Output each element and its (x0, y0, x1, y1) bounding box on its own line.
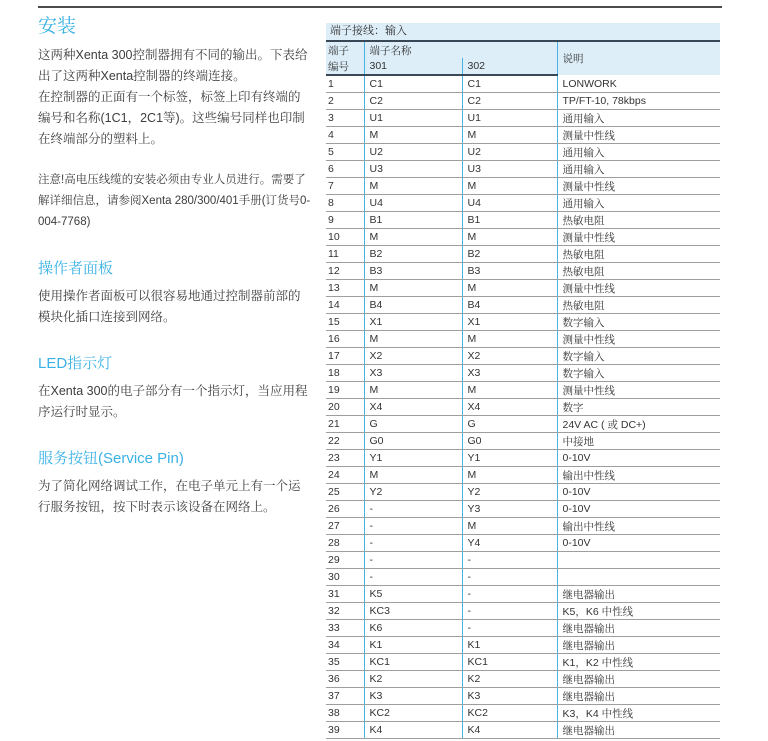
terminal-302-cell: C1 (462, 75, 557, 93)
description-cell: 测量中性线 (557, 229, 720, 246)
description-cell: 0-10V (557, 501, 720, 518)
header-description: 说明 (557, 42, 720, 75)
terminal-301-cell: K5 (364, 586, 462, 603)
terminal-302-cell: B4 (462, 297, 557, 314)
terminal-number-cell: 17 (326, 348, 364, 365)
table-row (326, 654, 720, 671)
terminal-301-cell: K3 (364, 688, 462, 705)
terminal-301-cell: K1 (364, 637, 462, 654)
terminal-302-cell: - (462, 552, 557, 569)
table-row (326, 586, 720, 603)
terminal-302-cell: X2 (462, 348, 557, 365)
description-cell: TP/FT-10, 78kbps (557, 93, 720, 110)
terminal-302-cell: M (462, 382, 557, 399)
terminal-number-cell: 29 (326, 552, 364, 569)
description-cell: K5，K6 中性线 (557, 603, 720, 620)
terminal-302-cell: - (462, 620, 557, 637)
table-row (326, 705, 720, 722)
description-cell: 通用输入 (557, 195, 720, 212)
table-row (326, 161, 720, 178)
terminal-301-cell: Y2 (364, 484, 462, 501)
header-terminal-name: 端子名称 (364, 42, 557, 58)
terminal-number-cell: 32 (326, 603, 364, 620)
terminal-302-cell: M (462, 467, 557, 484)
terminal-302-cell: Y3 (462, 501, 557, 518)
description-cell: 通用输入 (557, 110, 720, 127)
terminal-number-cell: 15 (326, 314, 364, 331)
description-cell: 继电器输出 (557, 722, 720, 739)
install-paragraph-2: 在控制器的正面有一个标签，标签上印有终端的编号和名称(1C1，2C1等)。这些编号同样也印制在终端部分的塑料上。 (38, 90, 305, 146)
table-row (326, 144, 720, 161)
terminal-number-cell: 30 (326, 569, 364, 586)
description-cell: 继电器输出 (557, 637, 720, 654)
terminal-number-cell: 22 (326, 433, 364, 450)
terminal-301-cell: G (364, 416, 462, 433)
table-row (326, 263, 720, 280)
terminal-number-cell: 14 (326, 297, 364, 314)
terminal-302-cell: B1 (462, 212, 557, 229)
terminal-302-cell: M (462, 518, 557, 535)
table-row (326, 399, 720, 416)
description-cell: 24V AC ( 或 DC+) (557, 416, 720, 433)
install-note: 注意!高电压线缆的安装必须由专业人员进行。需要了解详细信息，请参阅Xenta 280/300/401手册(订货号0-004-7768) (38, 174, 311, 228)
terminal-301-cell: X3 (364, 365, 462, 382)
description-cell: 热敏电阻 (557, 263, 720, 280)
table-row (326, 127, 720, 144)
description-cell: 通用输入 (557, 144, 720, 161)
section-heading-service-pin: 服务按钮(Service Pin) (38, 450, 184, 467)
table-title: 端子接线：输入 (326, 23, 720, 42)
terminal-302-cell: Y2 (462, 484, 557, 501)
terminal-number-cell: 24 (326, 467, 364, 484)
terminal-301-cell: M (364, 229, 462, 246)
table-row (326, 518, 720, 535)
terminal-number-cell: 3 (326, 110, 364, 127)
table-row (326, 75, 720, 93)
description-cell: 通用输入 (557, 161, 720, 178)
terminal-302-cell: U3 (462, 161, 557, 178)
description-cell: 测量中性线 (557, 280, 720, 297)
table-row (326, 331, 720, 348)
table-row (326, 246, 720, 263)
terminal-301-cell: - (364, 552, 462, 569)
table-row (326, 620, 720, 637)
terminal-number-cell: 36 (326, 671, 364, 688)
terminal-wiring-table (326, 23, 720, 739)
terminal-302-cell: K4 (462, 722, 557, 739)
terminal-302-cell: K2 (462, 671, 557, 688)
install-paragraph-1: 这两种Xenta 300控制器拥有不同的输出。下表给出了这两种Xenta控制器的终端连接。 (38, 48, 308, 83)
description-cell: 继电器输出 (557, 586, 720, 603)
terminal-number-cell: 19 (326, 382, 364, 399)
terminal-number-cell: 31 (326, 586, 364, 603)
table-row (326, 110, 720, 127)
terminal-number-cell: 6 (326, 161, 364, 178)
terminal-302-cell: - (462, 603, 557, 620)
terminal-302-cell: Y4 (462, 535, 557, 552)
terminal-302-cell: G0 (462, 433, 557, 450)
table-row (326, 501, 720, 518)
terminal-number-cell: 25 (326, 484, 364, 501)
table-row (326, 535, 720, 552)
terminal-302-cell: U2 (462, 144, 557, 161)
terminal-number-cell: 12 (326, 263, 364, 280)
terminal-301-cell: B3 (364, 263, 462, 280)
terminal-302-cell: K1 (462, 637, 557, 654)
description-cell: 输出中性线 (557, 467, 720, 484)
table-row (326, 722, 720, 739)
table-row (326, 365, 720, 382)
terminal-301-cell: B1 (364, 212, 462, 229)
terminal-301-cell: KC1 (364, 654, 462, 671)
terminal-number-cell: 34 (326, 637, 364, 654)
terminal-number-cell: 9 (326, 212, 364, 229)
terminal-number-cell: 5 (326, 144, 364, 161)
table-row (326, 671, 720, 688)
terminal-302-cell: - (462, 586, 557, 603)
table-row (326, 552, 720, 569)
table-row (326, 603, 720, 620)
terminal-302-cell: KC1 (462, 654, 557, 671)
table-row (326, 212, 720, 229)
table-row (326, 314, 720, 331)
terminal-number-cell: 2 (326, 93, 364, 110)
section-heading-led: LED指示灯 (38, 355, 113, 372)
description-cell: 热敏电阻 (557, 297, 720, 314)
terminal-302-cell: C2 (462, 93, 557, 110)
description-cell: 数字 (557, 399, 720, 416)
terminal-301-cell: K6 (364, 620, 462, 637)
left-column (38, 14, 312, 518)
terminal-301-cell: U1 (364, 110, 462, 127)
page-top-rule (38, 6, 722, 8)
terminal-number-cell: 16 (326, 331, 364, 348)
terminal-number-cell: 11 (326, 246, 364, 263)
table-row (326, 637, 720, 654)
terminal-301-cell: - (364, 569, 462, 586)
terminal-301-cell: X1 (364, 314, 462, 331)
terminal-301-cell: B4 (364, 297, 462, 314)
terminal-301-cell: Y1 (364, 450, 462, 467)
terminal-302-cell: X3 (462, 365, 557, 382)
terminal-302-cell: M (462, 229, 557, 246)
terminal-301-cell: M (364, 467, 462, 484)
description-cell: 热敏电阻 (557, 246, 720, 263)
description-cell: 0-10V (557, 484, 720, 501)
description-cell: 数字输入 (557, 314, 720, 331)
header-model-301: 301 (364, 58, 462, 75)
description-cell: 继电器输出 (557, 671, 720, 688)
terminal-302-cell: - (462, 569, 557, 586)
table-row (326, 229, 720, 246)
operator-panel-paragraph: 使用操作者面板可以很容易地通过控制器前部的模块化插口连接到网络。 (38, 289, 301, 324)
table-row (326, 195, 720, 212)
terminal-number-cell: 10 (326, 229, 364, 246)
header-terminal: 端子 (326, 42, 364, 58)
terminal-number-cell: 13 (326, 280, 364, 297)
terminal-302-cell: U1 (462, 110, 557, 127)
terminal-301-cell: M (364, 127, 462, 144)
terminal-number-cell: 23 (326, 450, 364, 467)
terminal-301-cell: M (364, 178, 462, 195)
description-cell: LONWORK (557, 75, 720, 93)
terminal-number-cell: 20 (326, 399, 364, 416)
section-heading-operator-panel: 操作者面板 (38, 260, 114, 277)
terminal-number-cell: 18 (326, 365, 364, 382)
table-row (326, 416, 720, 433)
description-cell: 中接地 (557, 433, 720, 450)
terminal-number-cell: 33 (326, 620, 364, 637)
terminal-302-cell: M (462, 331, 557, 348)
terminal-table-body (326, 75, 720, 739)
terminal-302-cell: B3 (462, 263, 557, 280)
terminal-302-cell: Y1 (462, 450, 557, 467)
terminal-301-cell: - (364, 535, 462, 552)
table-row (326, 467, 720, 484)
terminal-302-cell: X1 (462, 314, 557, 331)
terminal-301-cell: - (364, 518, 462, 535)
terminal-number-cell: 28 (326, 535, 364, 552)
table-row (326, 433, 720, 450)
terminal-302-cell: KC2 (462, 705, 557, 722)
table-row (326, 382, 720, 399)
terminal-number-cell: 37 (326, 688, 364, 705)
terminal-301-cell: M (364, 280, 462, 297)
terminal-number-cell: 4 (326, 127, 364, 144)
description-cell (557, 552, 720, 569)
terminal-301-cell: U2 (364, 144, 462, 161)
description-cell: 0-10V (557, 535, 720, 552)
table-row (326, 569, 720, 586)
terminal-302-cell: M (462, 127, 557, 144)
section-heading-install: 安装 (38, 16, 77, 37)
terminal-301-cell: X2 (364, 348, 462, 365)
terminal-301-cell: KC3 (364, 603, 462, 620)
terminal-301-cell: C2 (364, 93, 462, 110)
terminal-301-cell: B2 (364, 246, 462, 263)
terminal-number-cell: 39 (326, 722, 364, 739)
terminal-number-cell: 38 (326, 705, 364, 722)
terminal-number-cell: 26 (326, 501, 364, 518)
table-row (326, 450, 720, 467)
description-cell: 数字输入 (557, 348, 720, 365)
table-row (326, 178, 720, 195)
terminal-301-cell: - (364, 501, 462, 518)
terminal-number-cell: 8 (326, 195, 364, 212)
led-paragraph: 在Xenta 300的电子部分有一个指示灯，当应用程序运行时显示。 (38, 384, 308, 419)
description-cell: K3，K4 中性线 (557, 705, 720, 722)
terminal-302-cell: X4 (462, 399, 557, 416)
table-row (326, 93, 720, 110)
terminal-301-cell: G0 (364, 433, 462, 450)
table-row (326, 688, 720, 705)
table-row (326, 297, 720, 314)
description-cell: 测量中性线 (557, 178, 720, 195)
table-header-row-1 (326, 42, 720, 58)
terminal-302-cell: M (462, 280, 557, 297)
description-cell: 测量中性线 (557, 127, 720, 144)
terminal-number-cell: 21 (326, 416, 364, 433)
terminal-number-cell: 1 (326, 75, 364, 93)
terminal-table (326, 42, 720, 739)
description-cell: 热敏电阻 (557, 212, 720, 229)
terminal-301-cell: X4 (364, 399, 462, 416)
description-cell: 测量中性线 (557, 382, 720, 399)
terminal-302-cell: M (462, 178, 557, 195)
description-cell (557, 569, 720, 586)
terminal-number-cell: 7 (326, 178, 364, 195)
terminal-301-cell: K4 (364, 722, 462, 739)
terminal-301-cell: M (364, 331, 462, 348)
description-cell: 输出中性线 (557, 518, 720, 535)
description-cell: 继电器输出 (557, 620, 720, 637)
terminal-302-cell: U4 (462, 195, 557, 212)
terminal-302-cell: G (462, 416, 557, 433)
terminal-302-cell: B2 (462, 246, 557, 263)
description-cell: 0-10V (557, 450, 720, 467)
table-row (326, 280, 720, 297)
service-pin-paragraph: 为了简化网络调试工作，在电子单元上有一个运行服务按钮，按下时表示该设备在网络上。 (38, 479, 301, 514)
description-cell: 测量中性线 (557, 331, 720, 348)
terminal-301-cell: KC2 (364, 705, 462, 722)
description-cell: K1，K2 中性线 (557, 654, 720, 671)
terminal-301-cell: U3 (364, 161, 462, 178)
terminal-number-cell: 35 (326, 654, 364, 671)
table-row (326, 348, 720, 365)
terminal-number-cell: 27 (326, 518, 364, 535)
terminal-302-cell: K3 (462, 688, 557, 705)
description-cell: 继电器输出 (557, 688, 720, 705)
header-number: 编号 (326, 58, 364, 75)
terminal-301-cell: K2 (364, 671, 462, 688)
terminal-301-cell: U4 (364, 195, 462, 212)
table-row (326, 484, 720, 501)
terminal-301-cell: C1 (364, 75, 462, 93)
header-model-302: 302 (462, 58, 557, 75)
terminal-301-cell: M (364, 382, 462, 399)
description-cell: 数字输入 (557, 365, 720, 382)
